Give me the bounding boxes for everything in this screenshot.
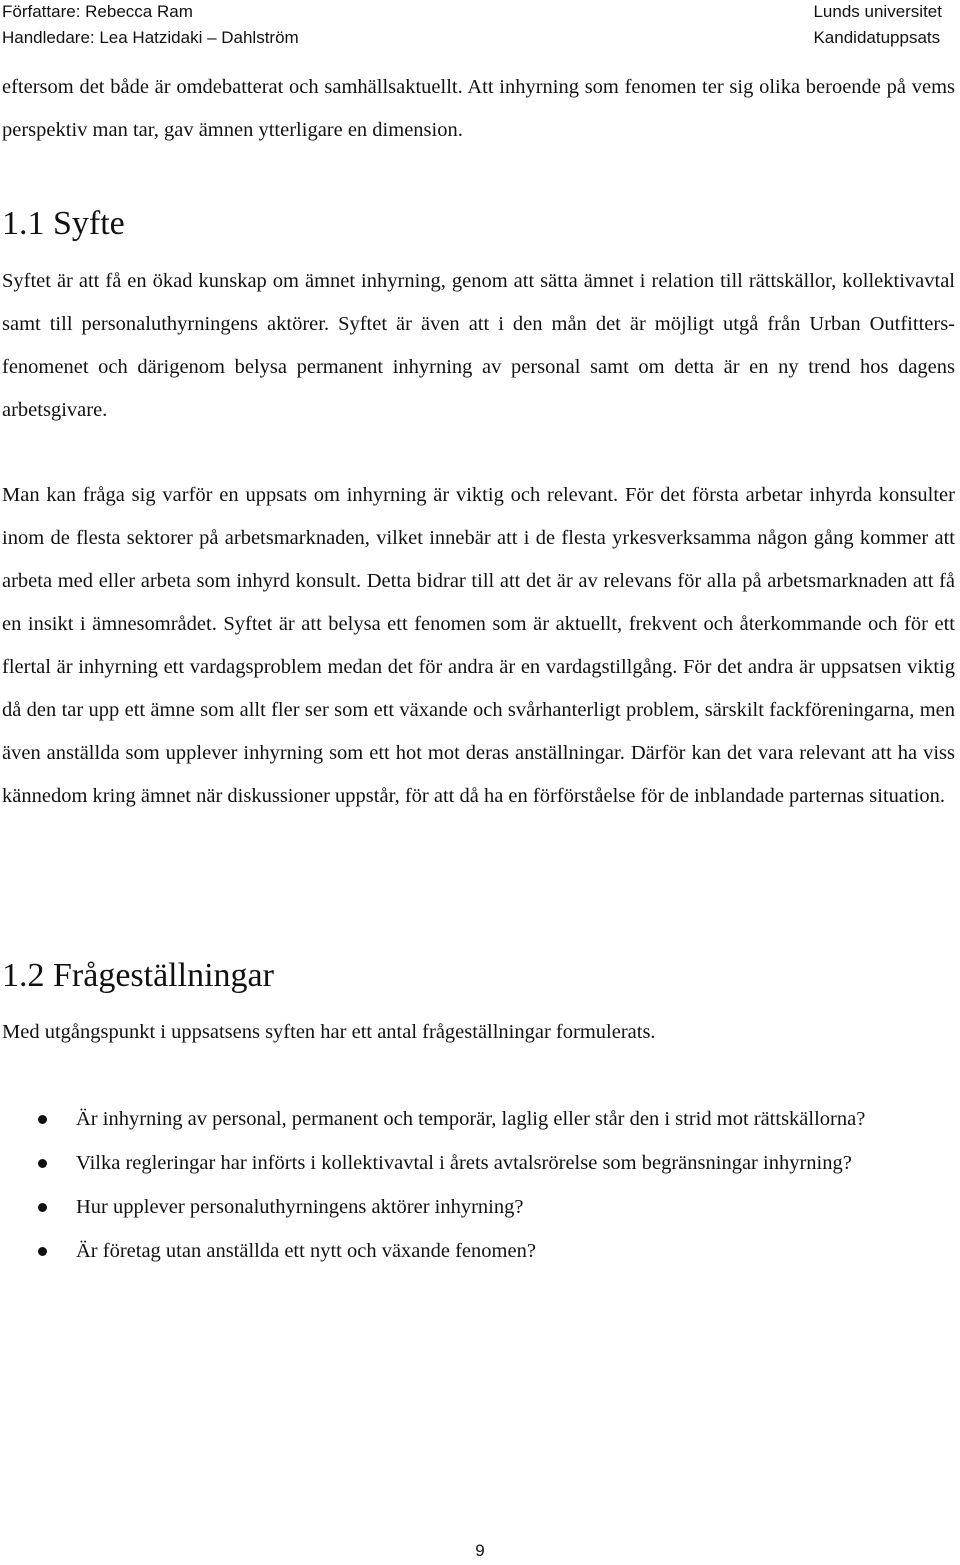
header-thesis-type: Kandidatuppsats (813, 28, 941, 47)
bullet-icon (38, 1247, 47, 1256)
question-text: Är företag utan anställda ett nytt och växande fenomen? (76, 1240, 536, 1262)
bullet-icon (38, 1159, 47, 1168)
question-text: Hur upplever personaluthyrningens aktörer inhyrning? (76, 1196, 524, 1218)
header-left (2, 0, 299, 51)
section-heading-syfte: 1.1 Syfte (2, 205, 125, 242)
question-text: Är inhyrning av personal, permanent och temporär, laglig eller står den i strid mot rättskällorna? (76, 1108, 866, 1130)
page-header (0, 0, 960, 52)
list-item (0, 1098, 955, 1141)
header-author: Författare: Rebecca Ram (2, 2, 193, 21)
syfte-paragraph-1: Syftet är att få en ökad kunskap om ämnet inhyrning, genom att sätta ämnet i relation till rättskällor, kollektivavtal samt till personaluthyrningens aktörer. Syftet är även att i den mån det är möjligt utgå från Urban Outfitters-fenomenet och därigenom belysa permanent inhyrning av personal samt om detta är en ny trend hos dagens arbetsgivare. (2, 270, 955, 421)
bullet-icon (38, 1115, 47, 1124)
header-right (813, 0, 942, 51)
syfte-paragraph-2: Man kan fråga sig varför en uppsats om inhyrning är viktig och relevant. För det första arbetar inhyrda konsulter inom de flesta sektorer på arbetsmarknaden, vilket innebär att i de flesta yrkesverksamma någon gång kommer att arbeta med eller arbeta som inhyrd konsult. Detta bidrar till att det är av relevans för alla på arbetsmarknaden att få en insikt i ämnesområdet. Syftet är att belysa ett fenomen som är aktuellt, frekvent och återkommande och för ett flertal är inhyrning ett vardagsproblem medan det för andra är en vardagstillgång. För det andra är uppsatsen viktig då den tar upp ett ämne som allt fler ser som ett växande och svårhanterligt problem, särskilt fackföreningarna, men även anställda som upplever inhyrning som ett hot mot deras anställningar. Därför kan det vara relevant att ha viss kännedom kring ämnet när diskussioner uppstår, för att då ha en förförståelse för de inblandade parternas situation. (2, 484, 955, 807)
section-heading-fragestallningar: 1.2 Frågeställningar (2, 957, 274, 994)
list-item (0, 1230, 955, 1273)
research-questions-list (0, 1098, 955, 1274)
page-number: 9 (475, 1541, 485, 1560)
intro-paragraph: eftersom det både är omdebatterat och samhällsaktuellt. Att inhyrning som fenomen ter sig olika beroende på vems perspektiv man tar, gav ämnen ytterligare en dimension. (2, 76, 955, 141)
list-item (0, 1186, 955, 1229)
header-supervisor: Handledare: Lea Hatzidaki – Dahlström (2, 28, 299, 47)
question-text: Vilka regleringar har införts i kollektivavtal i årets avtalsrörelse som begränsningar inhyrning? (76, 1152, 852, 1174)
bullet-icon (38, 1203, 47, 1212)
fragestallningar-intro: Med utgångspunkt i uppsatsens syften har ett antal frågeställningar formulerats. (2, 1021, 656, 1043)
list-item (0, 1142, 955, 1185)
header-university: Lunds universitet (813, 2, 942, 21)
